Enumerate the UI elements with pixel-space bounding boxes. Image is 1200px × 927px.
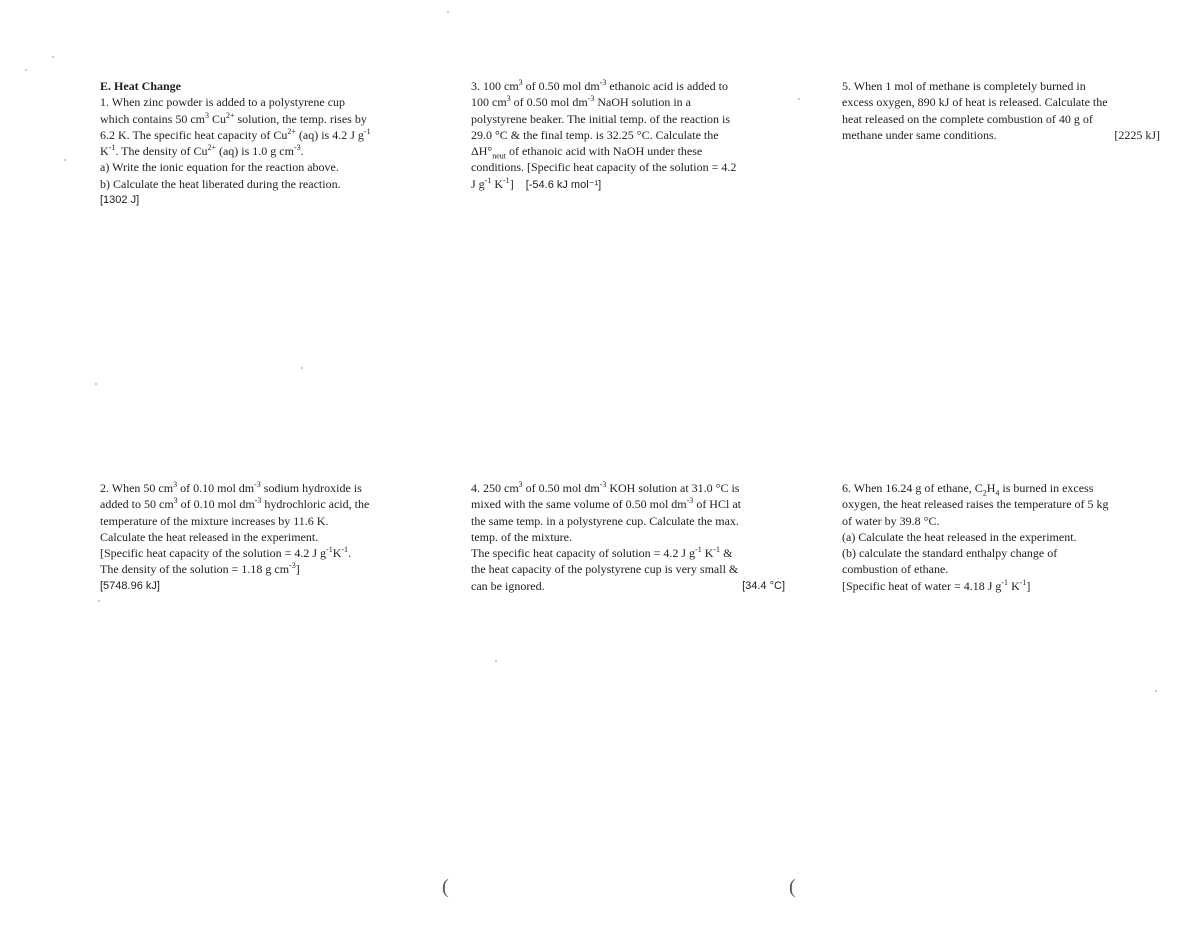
q5-line-3: heat released on the complete combustion of 40 g of [842,111,1093,126]
q4-line-2: mixed with the same volume of 0.50 mol $dm^{-3}$ of HCl at [471,496,741,512]
q3-line-6: conditions. [Specific heat capacity of the solution = 4.2 [471,160,737,175]
q4-line-3: the same temp. in a polystyrene cup. Calculate the max. [471,513,739,528]
scan-speck [495,660,497,662]
scan-speck [798,98,800,100]
q4-line-4: temp. of the mixture. [471,529,572,544]
q3-line-4: 29.0 °C & the final temp. is 32.25 °C. Calculate the [471,127,719,142]
q6-line-2: oxygen, the heat released raises the temperature of 5 kg [842,497,1109,512]
q6-line-4: (a) Calculate the heat released in the experiment. [842,529,1077,544]
q5-line-2: excess oxygen, 890 kJ of heat is released. Calculate the [842,95,1108,110]
question-1-block [100,78,430,208]
q4-line-5: The specific heat capacity of solution = 4.2 J $g^{-1}$ $K^{-1}$ & [471,545,733,561]
q2-line-1: 2. When 50 $cm^3$ of 0.10 mol $dm^{-3}$ sodium hydroxide is [100,480,362,495]
q1-line-4: $K^{-1}$. The density of $Cu^{2+}$ (aq) is 1.0 g $cm^{-3}$. [100,143,304,159]
scan-speck [95,383,97,385]
q6-line-7: [Specific heat of water = 4.18 J $g^{-1}$ $K^{-1}$] [842,577,1031,593]
q1-answer: [1302 J] [100,194,140,207]
q6-line-6: combustion of ethane. [842,562,949,577]
q4-line-6: the heat capacity of the polystyrene cup is very small & [471,562,739,577]
question-2-block [100,480,415,594]
section-heading: E. Heat Change [100,79,181,93]
q1-line-1: 1. When zinc powder is added to a polystyrene cup [100,95,346,110]
q2-line-2: added to 50 $cm^3$ of 0.10 mol $dm^{-3}$ hydrochloric acid, the [100,496,370,512]
q1-line-2: which contains 50 $cm^3$ $Cu^{2+}$ solution, the temp. rises by [100,110,367,126]
q6-line-3: of water by 39.8 °C. [842,513,940,528]
q5-line-1: 5. When 1 mol of methane is completely burned in [842,79,1086,93]
q6-line-5: (b) calculate the standard enthalpy change of [842,546,1058,561]
scan-speck [52,56,54,58]
question-5-block [842,78,1160,143]
q3-line-1: 3. 100 $cm^3$ of 0.50 mol $dm^{-3}$ ethanoic acid is added to [471,78,728,93]
question-6-block [842,480,1160,594]
scan-speck [25,69,27,71]
scan-speck [98,600,100,602]
q3-line-5: $\Delta H^\circ_{neut}$ of ethanoic acid with NaOH under these [471,144,703,161]
q2-line-4: Calculate the heat released in the experiment. [100,529,319,544]
scan-bracket-mark-right: ( [789,876,796,898]
q3-line-3: polystyrene beaker. The initial temp. of the reaction is [471,111,731,126]
scan-bracket-mark-left: ( [442,876,449,898]
q1-line-6: b) Calculate the heat liberated during the reaction. [100,176,341,191]
q5-line-4: methane under same conditions. [2225 kJ] [842,127,1160,142]
q2-line-6: The density of the solution = 1.18 g $cm^{-3}$] [100,561,300,577]
q1-line-3: 6.2 K. The specific heat capacity of $Cu^{2+}$ (aq) is 4.2 J $g^{-1}$ [100,126,371,142]
q4-answer: [34.4 °C] [742,579,785,592]
q2-line-5: [Specific heat capacity of the solution = 4.2 J $g^{-1}K^{-1}$. [100,545,352,561]
q6-line-1: 6. When 16.24 g of ethane, $C_2H_4$ is burned in excess [842,481,1094,498]
scan-speck [1155,690,1157,692]
scan-speck [301,367,303,369]
q2-line-3: temperature of the mixture increases by 11.6 K. [100,513,329,528]
q5-answer: [2225 kJ] [1114,127,1160,142]
q3-answer: [-54.6 kJ mol⁻¹] [525,178,602,191]
q1-line-5: a) Write the ionic equation for the reaction above. [100,160,339,175]
q4-line-1: 4. 250 $cm^3$ of 0.50 mol $dm^{-3}$ KOH solution at 31.0 °C is [471,480,740,495]
q4-line-7: can be ignored. [34.4 °C] [471,578,785,593]
question-4-block [471,480,785,594]
scan-speck [447,11,449,13]
q3-line-2: 100 $cm^3$ of 0.50 mol $dm^{-3}$ NaOH solution in a [471,94,691,110]
q3-line-7: J $g^{-1}$ $K^{-1}$] [-54.6 kJ mol⁻¹] [471,175,602,191]
q2-answer: [5748.96 kJ] [100,579,160,592]
scan-speck [64,159,66,161]
question-3-block [471,78,783,193]
